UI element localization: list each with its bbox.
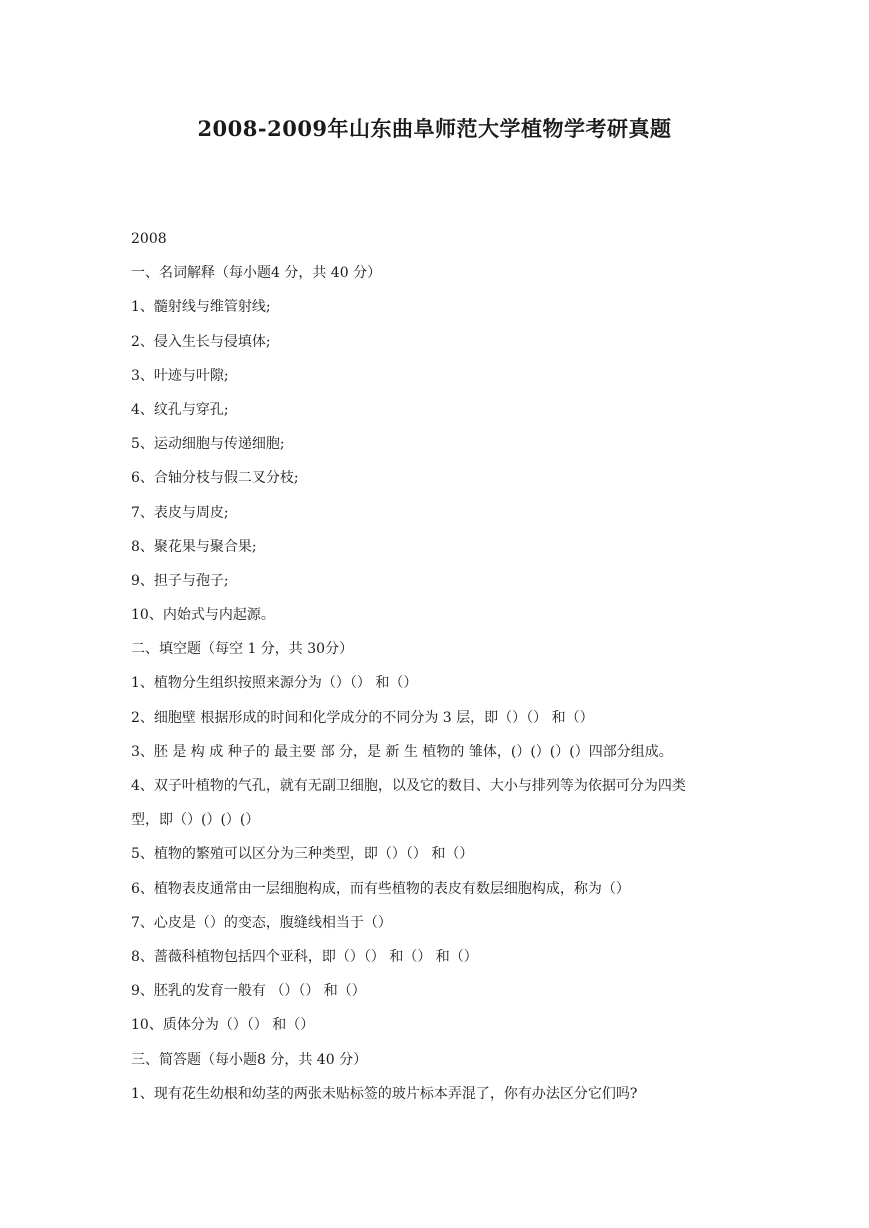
question-item: 3、胚 是 构 成 种子的 最主要 部 分，是 新 生 植物的 雏体，(）(）(）(）四部分组成。: [131, 743, 673, 760]
question-item: 1、植物分生组织按照来源分为（）（） 和（）: [131, 675, 418, 692]
question-item: 2、细胞壁 根据形成的时间和化学成分的不同分为 3 层，即（）（） 和（）: [131, 709, 594, 726]
year-label: 2008: [131, 231, 167, 247]
section-heading-fill-in: 二、填空题（每空 1 分，共 30分）: [131, 641, 354, 658]
question-item: 4、纹孔与穿孔;: [131, 401, 229, 418]
document-title: 2008-2009年山东曲阜师范大学植物学考研真题: [197, 116, 672, 141]
section-heading-short-answer: 三、简答题（每小题8 分，共 40 分）: [131, 1051, 368, 1068]
question-item: 9、胚乳的发育一般有 （）（） 和（）: [131, 983, 366, 1000]
question-item: 1、髓射线与维管射线;: [131, 299, 271, 316]
question-item: 4、双子叶植物的气孔，就有无副卫细胞，以及它的数目、大小与排列等为依据可分为四类: [131, 778, 686, 794]
document-body: [131, 222, 751, 1111]
question-item: 10、质体分为（）（） 和（）: [131, 1017, 315, 1034]
question-item: 10、内始式与内起源。: [131, 607, 275, 624]
question-item: 8、聚花果与聚合果;: [131, 538, 257, 555]
question-item: 6、合轴分枝与假二叉分枝;: [131, 470, 299, 487]
question-item: 1、现有花生幼根和幼茎的两张未贴标签的玻片标本弄混了，你有办法区分它们吗?: [131, 1085, 638, 1102]
question-item: 5、运动细胞与传递细胞;: [131, 436, 285, 453]
question-item: 7、表皮与周皮;: [131, 504, 229, 521]
question-item: 6、植物表皮通常由一层细胞构成，而有些植物的表皮有数层细胞构成，称为（）: [131, 880, 630, 897]
question-item: 9、担子与孢子;: [131, 572, 229, 589]
question-item: 2、侵入生长与侵填体;: [131, 333, 271, 350]
question-item-continuation: 型，即（）(）(）(）: [131, 812, 260, 829]
question-item: 7、心皮是（）的变态，腹缝线相当于（）: [131, 914, 392, 931]
section-heading-terms: 一、名词解释（每小题4 分，共 40 分）: [131, 265, 382, 282]
question-item: 8、蔷薇科植物包括四个亚科，即（）（） 和（） 和（）: [131, 948, 478, 965]
question-item: 3、叶迹与叶隙;: [131, 367, 229, 384]
question-item: 5、植物的繁殖可以区分为三种类型，即（）（） 和（）: [131, 846, 474, 863]
